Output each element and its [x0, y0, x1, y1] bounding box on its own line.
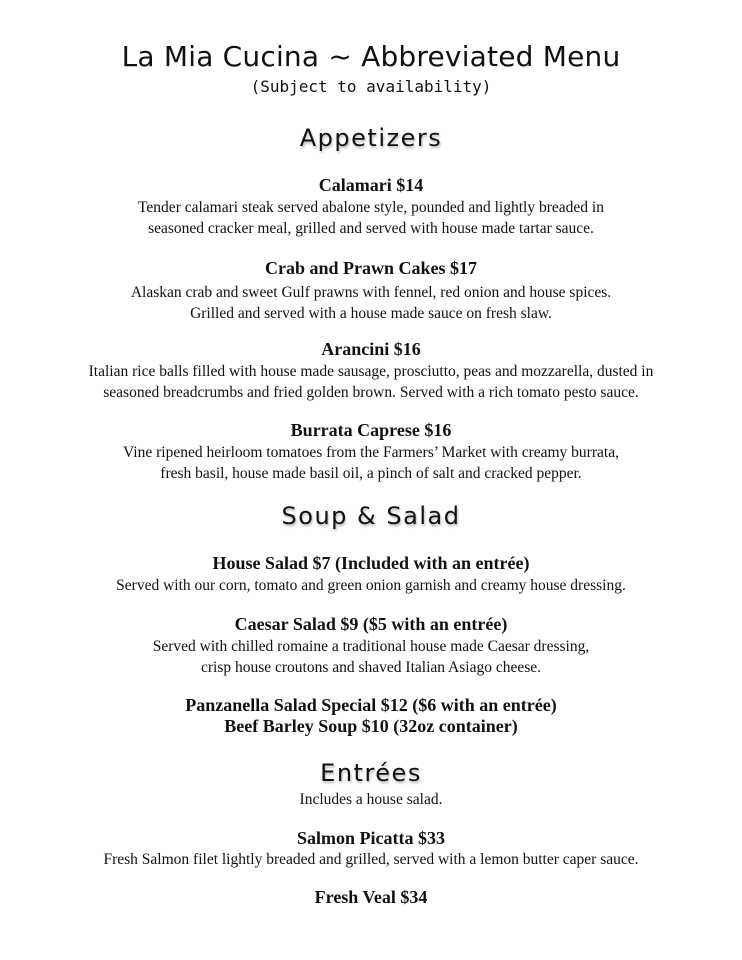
menu-item-name: Panzanella Salad Special $12 ($6 with an entrée) — [185, 695, 557, 715]
menu-title: La Mia Cucina ~ Abbreviated Menu — [121, 40, 621, 73]
description-line: Italian rice balls filled with house made sausage, prosciutto, peas and mozzarella, dusted in — [88, 363, 654, 380]
menu-item-name: Salmon Picatta $33 — [297, 828, 445, 848]
description-line: Fresh Salmon filet lightly breaded and grilled, served with a lemon butter caper sauce. — [103, 851, 639, 868]
description-line: seasoned breadcrumbs and fried golden brown. Served with a rich tomato pesto sauce. — [103, 384, 639, 401]
menu-item-name: Burrata Caprese $16 — [290, 420, 452, 440]
menu-item-description — [30, 636, 712, 678]
menu-item-name: Beef Barley Soup $10 (32oz container) — [224, 716, 518, 736]
menu-item-name: Calamari $14 — [318, 175, 424, 195]
menu-subtitle: (Subject to availability) — [250, 77, 492, 96]
section-heading-soup-salad: Soup & Salad — [281, 502, 461, 530]
description-line: fresh basil, house made basil oil, a pinch of salt and cracked pepper. — [160, 465, 582, 482]
menu-item-description — [30, 849, 712, 870]
description-line: Alaskan crab and sweet Gulf prawns with fennel, red onion and house spices. — [130, 284, 612, 301]
menu-item-description — [30, 361, 712, 403]
description-line: Served with chilled romaine a traditional house made Caesar dressing, — [152, 638, 590, 655]
section-heading-appetizers: Appetizers — [299, 124, 443, 152]
description-line: Served with our corn, tomato and green onion garnish and creamy house dressing. — [116, 577, 626, 594]
menu-item-description — [30, 442, 712, 484]
entrees-note: Includes a house salad. — [299, 791, 443, 808]
menu-item-name: Arancini $16 — [321, 339, 421, 359]
description-line: Grilled and served with a house made sauce on fresh slaw. — [190, 305, 552, 322]
menu-item-description — [30, 197, 712, 239]
description-line: crisp house croutons and shaved Italian Asiago cheese. — [200, 659, 542, 676]
menu-item-description — [30, 282, 712, 324]
menu-item-description — [30, 575, 712, 596]
menu-item-name: House Salad $7 (Included with an entrée) — [212, 553, 530, 573]
section-heading-entrees: Entrées — [320, 759, 422, 787]
menu-item-name: Fresh Veal $34 — [314, 887, 428, 907]
menu-item-name: Caesar Salad $9 ($5 with an entrée) — [234, 614, 508, 634]
description-line: Tender calamari steak served abalone style, pounded and lightly breaded in — [138, 199, 604, 216]
description-line: Vine ripened heirloom tomatoes from the Farmers’ Market with creamy burrata, — [123, 444, 619, 461]
description-line: seasoned cracker meal, grilled and served with house made tartar sauce. — [148, 220, 594, 237]
menu-item-name: Crab and Prawn Cakes $17 — [264, 258, 478, 278]
